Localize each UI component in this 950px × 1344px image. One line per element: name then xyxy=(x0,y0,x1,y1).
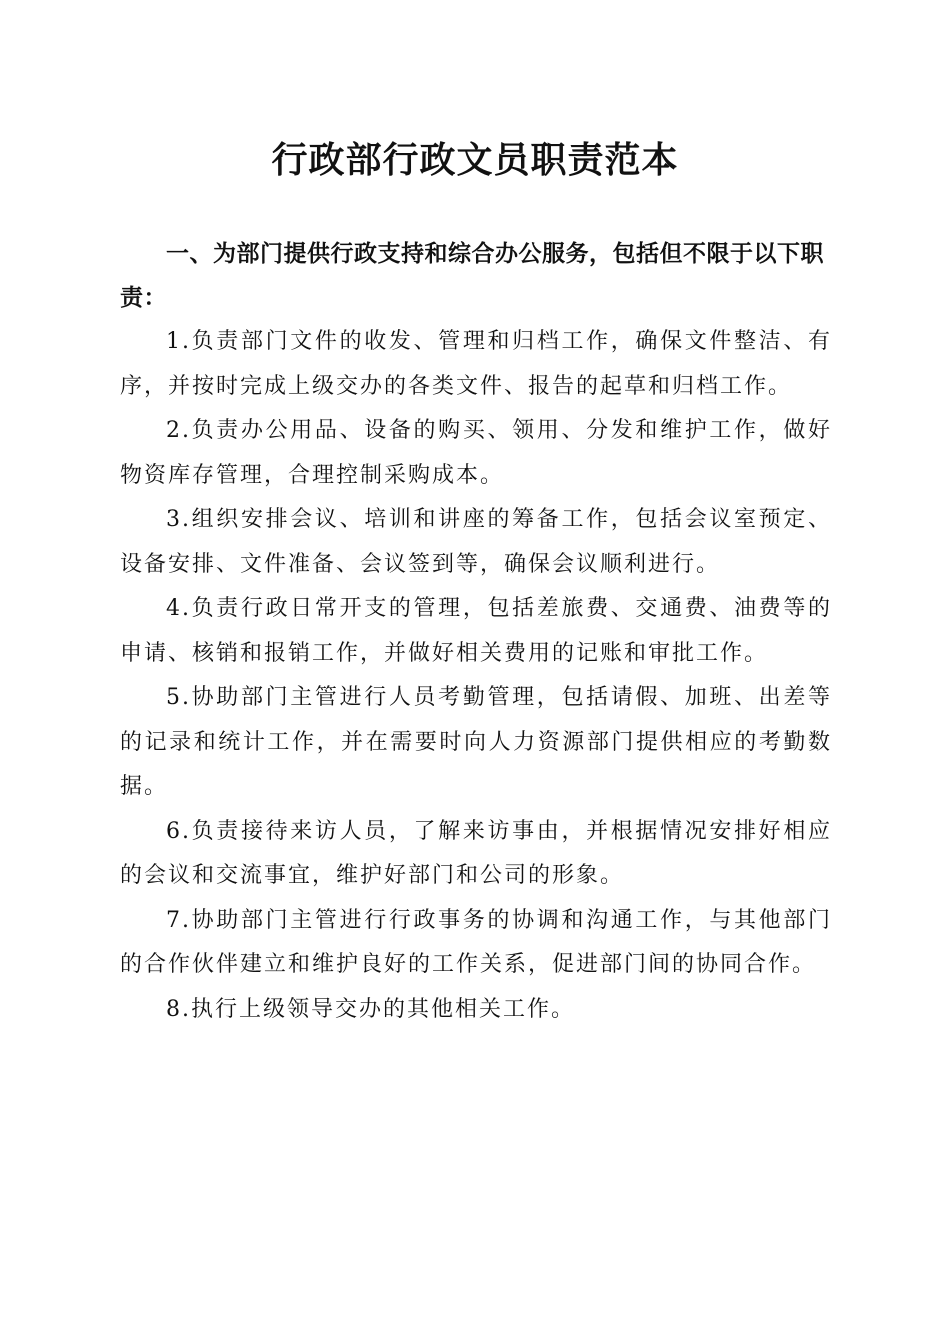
duty-item-5: 5.协助部门主管进行人员考勤管理，包括请假、加班、出差等的记录和统计工作，并在需要时向人力资源部门提供相应的考勤数据。 xyxy=(120,685,832,799)
duty-item-2: 2.负责办公用品、设备的购买、领用、分发和维护工作，做好物资库存管理，合理控制采购成本。 xyxy=(120,418,832,488)
document-title: 行政部行政文员职责范本 xyxy=(271,139,679,181)
duty-item-7: 7.协助部门主管进行行政事务的协调和沟通工作，与其他部门的合作伙伴建立和维护良好的工作关系，促进部门间的协同合作。 xyxy=(120,907,832,977)
duty-item-6: 6.负责接待来访人员，了解来访事由，并根据情况安排好相应的会议和交流事宜，维护好部门和公司的形象。 xyxy=(120,818,832,888)
section-heading: 一、为部门提供行政支持和综合办公服务，包括但不限于以下职责： xyxy=(120,241,824,311)
document-body xyxy=(120,232,832,1032)
duty-item-8: 8.执行上级领导交办的其他相关工作。 xyxy=(166,996,575,1022)
duty-item-4: 4.负责行政日常开支的管理，包括差旅费、交通费、油费等的申请、核销和报销工作，并做好相关费用的记账和审批工作。 xyxy=(120,596,832,666)
duty-item-1: 1.负责部门文件的收发、管理和归档工作，确保文件整洁、有序，并按时完成上级交办的各类文件、报告的起草和归档工作。 xyxy=(120,329,832,399)
duty-item-3: 3.组织安排会议、培训和讲座的筹备工作，包括会议室预定、设备安排、文件准备、会议签到等，确保会议顺利进行。 xyxy=(120,507,832,577)
